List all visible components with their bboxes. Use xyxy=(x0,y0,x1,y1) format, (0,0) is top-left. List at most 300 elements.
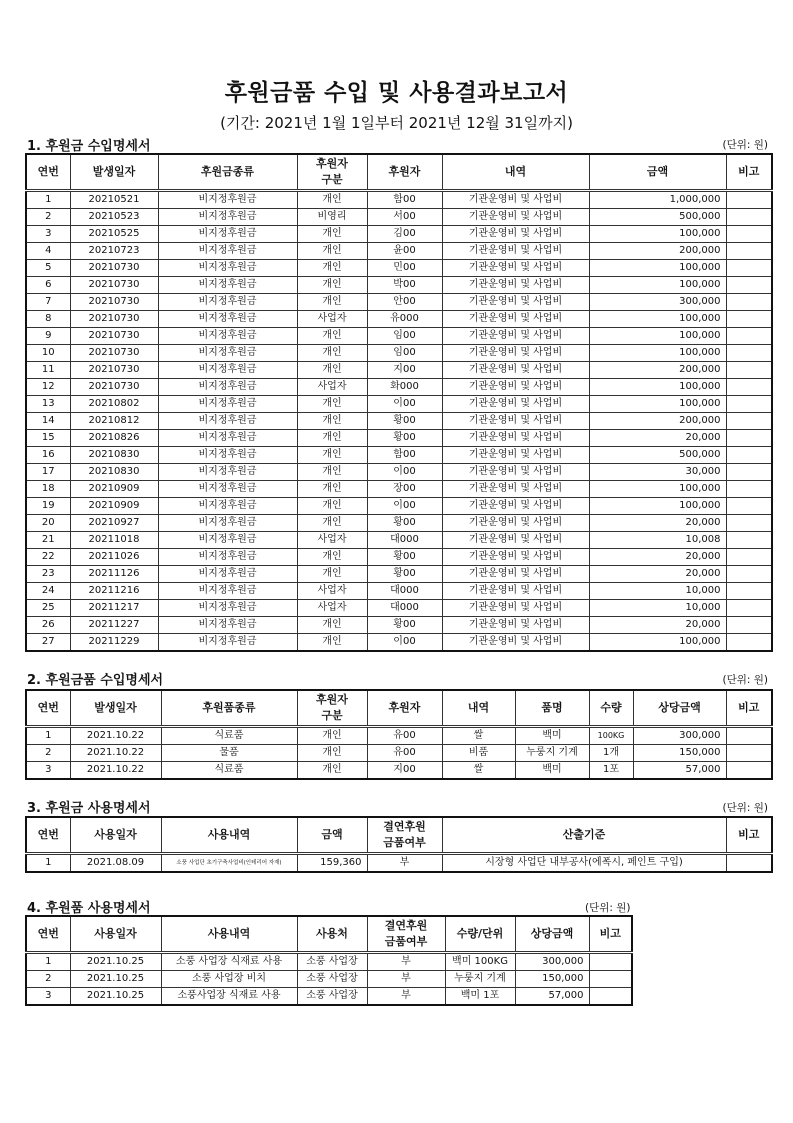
cell-donor: 김00 xyxy=(367,226,442,243)
cell-date: 20210830 xyxy=(70,447,158,464)
cell-donor-category: 개인 xyxy=(297,226,367,243)
cell-amount: 300,000 xyxy=(589,294,726,311)
cell-date: 20210730 xyxy=(70,277,158,294)
col-header-calculation-basis: 산출기준 xyxy=(442,817,726,854)
cell-donor-category: 개인 xyxy=(297,294,367,311)
cell-amount: 30,000 xyxy=(589,464,726,481)
cell-date: 20210730 xyxy=(70,260,158,277)
table-row xyxy=(26,294,772,311)
cell-date: 20210909 xyxy=(70,498,158,515)
cell-amount: 500,000 xyxy=(589,209,726,226)
table-header-row xyxy=(26,690,772,727)
cell-equivalent-amount: 300,000 xyxy=(633,727,726,745)
cell-remarks xyxy=(726,617,772,634)
cell-donor: 윤00 xyxy=(367,243,442,260)
cell-no: 2 xyxy=(26,209,70,226)
cell-no: 18 xyxy=(26,481,70,498)
cell-donor: 안00 xyxy=(367,294,442,311)
cell-remarks xyxy=(726,515,772,532)
cell-remarks xyxy=(726,191,772,209)
cell-details: 기관운영비 및 사업비 xyxy=(442,379,589,396)
cell-date: 2021.10.22 xyxy=(70,745,161,762)
col-header-sponsorship-flag xyxy=(367,916,445,953)
cell-donor: 지00 xyxy=(367,362,442,379)
cell-donor-category: 개인 xyxy=(297,634,367,652)
table-row xyxy=(26,191,772,209)
cell-date: 20211216 xyxy=(70,583,158,600)
cell-no: 16 xyxy=(26,447,70,464)
cell-amount: 100,000 xyxy=(589,311,726,328)
table-row xyxy=(26,498,772,515)
cell-donor: 황00 xyxy=(367,515,442,532)
cell-remarks xyxy=(726,549,772,566)
section1-unit: (단위: 원) xyxy=(722,139,768,151)
cell-no: 3 xyxy=(26,762,70,780)
cell-details: 기관운영비 및 사업비 xyxy=(442,345,589,362)
cell-donor-category: 개인 xyxy=(297,745,367,762)
cell-no: 7 xyxy=(26,294,70,311)
cell-date: 20211018 xyxy=(70,532,158,549)
cell-details: 기관운영비 및 사업비 xyxy=(442,413,589,430)
cell-usage-details: 소풍 사업장 식재료 사용 xyxy=(161,953,297,971)
section1-title: 1. 후원금 수입명세서 xyxy=(27,139,151,154)
cell-donor-category: 개인 xyxy=(297,362,367,379)
section2-unit: (단위: 원) xyxy=(722,674,768,686)
header-line1: 결연후원 xyxy=(384,919,428,932)
col-header-equivalent-amount: 상당금액 xyxy=(515,916,589,953)
table-row xyxy=(26,396,772,413)
cell-date: 20211229 xyxy=(70,634,158,652)
cell-amount: 10,000 xyxy=(589,583,726,600)
cell-usage-date: 2021.10.25 xyxy=(70,988,161,1006)
cell-usage-date: 2021.08.09 xyxy=(70,854,161,873)
cell-amount: 100,000 xyxy=(589,481,726,498)
cell-sponsorship-flag: 부 xyxy=(367,854,442,873)
table-header-row xyxy=(26,154,772,191)
cell-usage-date: 2021.10.25 xyxy=(70,953,161,971)
goods-usage-table xyxy=(25,915,633,1006)
cell-type: 비지정후원금 xyxy=(158,617,297,634)
cell-amount: 1,000,000 xyxy=(589,191,726,209)
cell-remarks xyxy=(726,328,772,345)
cell-date: 20210830 xyxy=(70,464,158,481)
cell-details: 기관운영비 및 사업비 xyxy=(442,191,589,209)
cell-remarks xyxy=(726,260,772,277)
cell-amount: 200,000 xyxy=(589,413,726,430)
cell-date: 20211126 xyxy=(70,566,158,583)
col-header-usage-details: 사용내역 xyxy=(161,916,297,953)
cell-details: 기관운영비 및 사업비 xyxy=(442,396,589,413)
cell-no: 2 xyxy=(26,971,70,988)
cell-amount: 500,000 xyxy=(589,447,726,464)
cell-amount: 100,000 xyxy=(589,396,726,413)
cell-amount: 100,000 xyxy=(589,634,726,652)
cell-details: 기관운영비 및 사업비 xyxy=(442,277,589,294)
cell-donor: 대000 xyxy=(367,583,442,600)
cell-donor-category: 비영리 xyxy=(297,209,367,226)
cell-donor-category: 개인 xyxy=(297,396,367,413)
table-row xyxy=(26,447,772,464)
cell-date: 20210730 xyxy=(70,362,158,379)
table-row xyxy=(26,617,772,634)
cell-date: 20210730 xyxy=(70,294,158,311)
table-row xyxy=(26,328,772,345)
cell-no: 3 xyxy=(26,226,70,243)
cell-date: 20211227 xyxy=(70,617,158,634)
cell-donor: 대000 xyxy=(367,600,442,617)
cell-type: 비지정후원금 xyxy=(158,328,297,345)
cell-details: 기관운영비 및 사업비 xyxy=(442,294,589,311)
cell-no: 15 xyxy=(26,430,70,447)
cell-type: 비지정후원금 xyxy=(158,549,297,566)
cell-donor: 함00 xyxy=(367,447,442,464)
cell-remarks xyxy=(726,745,772,762)
cell-no: 8 xyxy=(26,311,70,328)
cell-donor-category: 개인 xyxy=(297,345,367,362)
cell-donor: 대000 xyxy=(367,532,442,549)
cell-donor: 이00 xyxy=(367,396,442,413)
cell-remarks xyxy=(589,953,632,971)
cell-calculation-basis: 시장형 사업단 내부공사(에폭시, 페인트 구입) xyxy=(442,854,726,873)
cell-amount: 20,000 xyxy=(589,549,726,566)
col-header-no: 연번 xyxy=(26,690,70,727)
cell-date: 20210525 xyxy=(70,226,158,243)
cell-type: 비지정후원금 xyxy=(158,634,297,652)
cell-amount: 159,360 xyxy=(297,854,367,873)
cell-donor: 유000 xyxy=(367,311,442,328)
col-header-type: 후원품종류 xyxy=(161,690,297,727)
cell-date: 20210812 xyxy=(70,413,158,430)
cell-no: 13 xyxy=(26,396,70,413)
cell-type: 비지정후원금 xyxy=(158,260,297,277)
col-header-date: 발생일자 xyxy=(70,154,158,191)
cell-donor: 유00 xyxy=(367,745,442,762)
col-header-remarks: 비고 xyxy=(589,916,632,953)
cell-type: 비지정후원금 xyxy=(158,515,297,532)
cell-quantity-unit: 누룽지 기계 xyxy=(445,971,515,988)
col-header-quantity: 수량 xyxy=(589,690,633,727)
cell-no: 4 xyxy=(26,243,70,260)
cell-details: 기관운영비 및 사업비 xyxy=(442,447,589,464)
col-header-donor-category xyxy=(297,690,367,727)
cell-donor-category: 개인 xyxy=(297,515,367,532)
cell-details: 기관운영비 및 사업비 xyxy=(442,566,589,583)
section4-unit: (단위: 원) xyxy=(585,902,631,914)
cell-remarks xyxy=(726,762,772,780)
cell-donor-category: 개인 xyxy=(297,277,367,294)
table-row xyxy=(26,532,772,549)
cell-details: 기관운영비 및 사업비 xyxy=(442,617,589,634)
table-row xyxy=(26,379,772,396)
cell-donor: 유00 xyxy=(367,727,442,745)
cell-details: 기관운영비 및 사업비 xyxy=(442,634,589,652)
cell-type: 비지정후원금 xyxy=(158,498,297,515)
col-header-usage-place: 사용처 xyxy=(297,916,367,953)
cell-details: 기관운영비 및 사업비 xyxy=(442,430,589,447)
cell-remarks xyxy=(726,532,772,549)
cell-details: 쌀 xyxy=(442,727,515,745)
cell-remarks xyxy=(726,345,772,362)
table-row xyxy=(26,566,772,583)
col-header-details: 내역 xyxy=(442,154,589,191)
cell-remarks xyxy=(726,277,772,294)
cell-item: 누룽지 기계 xyxy=(515,745,589,762)
cell-date: 2021.10.22 xyxy=(70,762,161,780)
cell-type: 비지정후원금 xyxy=(158,294,297,311)
cell-usage-details: 소풍 사업단 초기구축사업비(인테리어 자재) xyxy=(161,854,297,873)
col-header-usage-date: 사용일자 xyxy=(70,817,161,854)
cell-amount: 20,000 xyxy=(589,566,726,583)
cell-equivalent-amount: 150,000 xyxy=(633,745,726,762)
cell-details: 기관운영비 및 사업비 xyxy=(442,464,589,481)
col-header-quantity-unit: 수량/단위 xyxy=(445,916,515,953)
col-header-usage-date: 사용일자 xyxy=(70,916,161,953)
cell-type: 비지정후원금 xyxy=(158,362,297,379)
section3-title: 3. 후원금 사용명세서 xyxy=(27,801,151,816)
table-row xyxy=(26,727,772,745)
cell-remarks xyxy=(726,464,772,481)
cell-type: 비지정후원금 xyxy=(158,311,297,328)
cell-type: 물품 xyxy=(161,745,297,762)
cell-remarks xyxy=(589,988,632,1006)
cell-remarks xyxy=(726,447,772,464)
cell-no: 22 xyxy=(26,549,70,566)
cell-no: 10 xyxy=(26,345,70,362)
col-header-sponsorship-flag xyxy=(367,817,442,854)
cell-type: 비지정후원금 xyxy=(158,413,297,430)
table-row xyxy=(26,481,772,498)
cell-usage-place: 소풍 사업장 xyxy=(297,953,367,971)
cell-type: 비지정후원금 xyxy=(158,396,297,413)
cell-date: 20210826 xyxy=(70,430,158,447)
cell-details: 기관운영비 및 사업비 xyxy=(442,515,589,532)
cell-quantity: 1포 xyxy=(589,762,633,780)
cell-quantity-unit: 백미 1포 xyxy=(445,988,515,1006)
donation-income-table xyxy=(25,153,773,652)
cell-details: 기관운영비 및 사업비 xyxy=(442,481,589,498)
header-line2: 금품여부 xyxy=(384,935,428,948)
cell-amount: 200,000 xyxy=(589,243,726,260)
cell-donor-category: 개인 xyxy=(297,413,367,430)
cell-type: 비지정후원금 xyxy=(158,566,297,583)
cell-no: 20 xyxy=(26,515,70,532)
col-header-amount: 금액 xyxy=(589,154,726,191)
cell-no: 17 xyxy=(26,464,70,481)
cell-donor: 함00 xyxy=(367,191,442,209)
col-header-remarks: 비고 xyxy=(726,817,772,854)
cell-details: 기관운영비 및 사업비 xyxy=(442,600,589,617)
col-header-remarks: 비고 xyxy=(726,154,772,191)
cell-type: 비지정후원금 xyxy=(158,191,297,209)
cell-donor-category: 개인 xyxy=(297,566,367,583)
cell-details: 기관운영비 및 사업비 xyxy=(442,583,589,600)
cell-details: 기관운영비 및 사업비 xyxy=(442,260,589,277)
cell-no: 26 xyxy=(26,617,70,634)
cell-date: 20210927 xyxy=(70,515,158,532)
cell-type: 비지정후원금 xyxy=(158,345,297,362)
table-row xyxy=(26,413,772,430)
cell-donor: 황00 xyxy=(367,549,442,566)
cell-details: 기관운영비 및 사업비 xyxy=(442,549,589,566)
cell-amount: 100,000 xyxy=(589,379,726,396)
cell-amount: 20,000 xyxy=(589,430,726,447)
cell-remarks xyxy=(726,600,772,617)
cell-date: 20210523 xyxy=(70,209,158,226)
cell-remarks xyxy=(726,379,772,396)
table-header-row xyxy=(26,817,772,854)
col-header-no: 연번 xyxy=(26,154,70,191)
cell-date: 20211026 xyxy=(70,549,158,566)
cell-sponsorship-flag: 부 xyxy=(367,971,445,988)
cell-no: 1 xyxy=(26,854,70,873)
document-title: 후원금품 수입 및 사용결과보고서 xyxy=(224,80,569,106)
report-period: (기간: 2021년 1월 1일부터 2021년 12월 31일까지) xyxy=(220,114,573,132)
cell-remarks xyxy=(726,566,772,583)
cell-amount: 100,000 xyxy=(589,260,726,277)
cell-donor-category: 개인 xyxy=(297,498,367,515)
cell-remarks xyxy=(726,294,772,311)
cell-no: 24 xyxy=(26,583,70,600)
header-line2: 구분 xyxy=(321,173,343,186)
cell-details: 기관운영비 및 사업비 xyxy=(442,243,589,260)
cell-no: 6 xyxy=(26,277,70,294)
cell-date: 20211217 xyxy=(70,600,158,617)
cell-details: 기관운영비 및 사업비 xyxy=(442,362,589,379)
cell-donor-category: 개인 xyxy=(297,191,367,209)
cell-type: 비지정후원금 xyxy=(158,379,297,396)
cell-details: 기관운영비 및 사업비 xyxy=(442,209,589,226)
cell-donor: 이00 xyxy=(367,498,442,515)
col-header-equivalent-amount: 상당금액 xyxy=(633,690,726,727)
cell-remarks xyxy=(726,583,772,600)
cell-type: 비지정후원금 xyxy=(158,481,297,498)
cell-donor-category: 개인 xyxy=(297,549,367,566)
cell-donor-category: 개인 xyxy=(297,260,367,277)
cell-type: 식료품 xyxy=(161,727,297,745)
cell-type: 비지정후원금 xyxy=(158,243,297,260)
cell-usage-place: 소풍 사업장 xyxy=(297,971,367,988)
cell-donor: 화000 xyxy=(367,379,442,396)
cell-remarks xyxy=(726,481,772,498)
table-row xyxy=(26,243,772,260)
table-row xyxy=(26,515,772,532)
cell-usage-place: 소풍 사업장 xyxy=(297,988,367,1006)
cell-donor: 이00 xyxy=(367,634,442,652)
cell-no: 2 xyxy=(26,745,70,762)
cell-no: 1 xyxy=(26,191,70,209)
cell-type: 식료품 xyxy=(161,762,297,780)
header-line1: 후원자 xyxy=(316,157,348,170)
table-row xyxy=(26,345,772,362)
col-header-donor: 후원자 xyxy=(367,154,442,191)
cell-remarks xyxy=(726,209,772,226)
cell-type: 비지정후원금 xyxy=(158,532,297,549)
cell-no: 21 xyxy=(26,532,70,549)
cell-amount: 20,000 xyxy=(589,617,726,634)
cell-remarks xyxy=(726,498,772,515)
header-line1: 후원자 xyxy=(316,693,348,706)
col-header-no: 연번 xyxy=(26,817,70,854)
cell-donor: 장00 xyxy=(367,481,442,498)
cell-details: 기관운영비 및 사업비 xyxy=(442,226,589,243)
cell-donor-category: 개인 xyxy=(297,328,367,345)
col-header-donor: 후원자 xyxy=(367,690,442,727)
cell-donor-category: 개인 xyxy=(297,727,367,745)
cell-amount: 100,000 xyxy=(589,226,726,243)
cell-date: 20210730 xyxy=(70,311,158,328)
cell-details: 기관운영비 및 사업비 xyxy=(442,532,589,549)
table-row xyxy=(26,600,772,617)
cell-donor: 황00 xyxy=(367,430,442,447)
cell-item: 백미 xyxy=(515,727,589,745)
table-header-row xyxy=(26,916,632,953)
cell-amount: 10,008 xyxy=(589,532,726,549)
cell-donor: 이00 xyxy=(367,464,442,481)
header-line2: 구분 xyxy=(321,709,343,722)
cell-quantity: 100KG xyxy=(589,727,633,745)
table-row xyxy=(26,583,772,600)
col-header-item: 품명 xyxy=(515,690,589,727)
cell-remarks xyxy=(726,396,772,413)
cell-no: 1 xyxy=(26,953,70,971)
cell-no: 19 xyxy=(26,498,70,515)
cell-date: 20210730 xyxy=(70,379,158,396)
cell-type: 비지정후원금 xyxy=(158,226,297,243)
cell-equivalent-amount: 57,000 xyxy=(633,762,726,780)
table-row xyxy=(26,854,772,873)
cell-remarks xyxy=(726,413,772,430)
cell-details: 기관운영비 및 사업비 xyxy=(442,498,589,515)
section3-unit: (단위: 원) xyxy=(722,802,768,814)
cell-type: 비지정후원금 xyxy=(158,583,297,600)
header-line1: 결연후원 xyxy=(383,820,426,833)
cell-donor-category: 사업자 xyxy=(297,379,367,396)
header-line2: 금품여부 xyxy=(383,836,426,849)
cell-remarks xyxy=(726,430,772,447)
table-row xyxy=(26,209,772,226)
cell-date: 20210730 xyxy=(70,328,158,345)
cell-date: 20210909 xyxy=(70,481,158,498)
col-header-details: 내역 xyxy=(442,690,515,727)
table-row xyxy=(26,971,632,988)
cell-donor: 임00 xyxy=(367,345,442,362)
donation-usage-table xyxy=(25,816,773,873)
cell-donor: 황00 xyxy=(367,617,442,634)
cell-remarks xyxy=(589,971,632,988)
cell-donor-category: 사업자 xyxy=(297,532,367,549)
cell-details: 비품 xyxy=(442,745,515,762)
cell-no: 5 xyxy=(26,260,70,277)
goods-income-table xyxy=(25,689,773,780)
cell-no: 27 xyxy=(26,634,70,652)
cell-amount: 200,000 xyxy=(589,362,726,379)
cell-no: 14 xyxy=(26,413,70,430)
cell-details: 기관운영비 및 사업비 xyxy=(442,311,589,328)
cell-no: 12 xyxy=(26,379,70,396)
col-header-no: 연번 xyxy=(26,916,70,953)
table-row xyxy=(26,464,772,481)
cell-amount: 100,000 xyxy=(589,328,726,345)
col-header-usage-details: 사용내역 xyxy=(161,817,297,854)
cell-date: 20210730 xyxy=(70,345,158,362)
table-row xyxy=(26,762,772,780)
table-row xyxy=(26,745,772,762)
cell-sponsorship-flag: 부 xyxy=(367,953,445,971)
cell-usage-details: 소풍사업장 식재료 사용 xyxy=(161,988,297,1006)
cell-remarks xyxy=(726,311,772,328)
cell-sponsorship-flag: 부 xyxy=(367,988,445,1006)
col-header-type: 후원금종류 xyxy=(158,154,297,191)
